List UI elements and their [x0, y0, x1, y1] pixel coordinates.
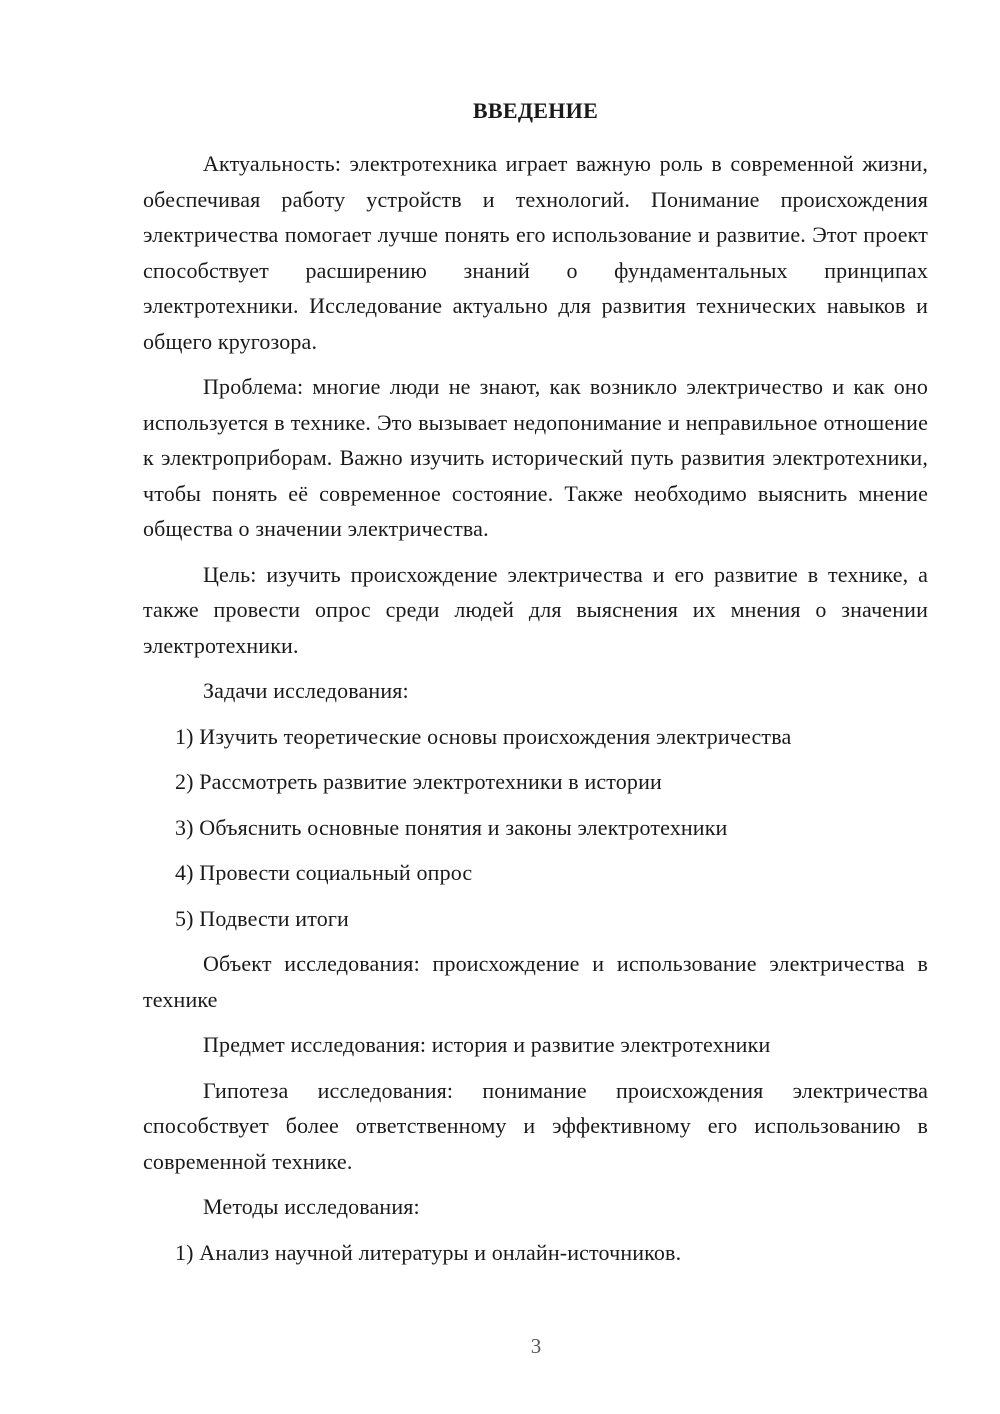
list-item: 4) Провести социальный опрос — [175, 860, 473, 885]
relevance-paragraph: Актуальность: электротехника играет важную роль в современной жизни, обеспечивая работу устройств и технологий. Понимание происхождения электричества помогает лучше понять его использование и развитие. Этот проект способствует расширению знаний о фундаментальных принципах электротехники. Исследование актуально для развития технических навыков и общего кругозора. — [143, 151, 928, 354]
tasks-list — [143, 719, 928, 937]
object-paragraph: Объект исследования: происхождение и использование электричества в технике — [143, 951, 928, 1012]
list-item: 5) Подвести итоги — [175, 905, 349, 931]
list-item: 1) Изучить теоретические основы происхождения электричества — [175, 723, 792, 749]
list-item: 1) Анализ научной литературы и онлайн-источников. — [175, 1239, 682, 1265]
section-title: ВВЕДЕНИЕ — [472, 98, 599, 123]
list-item: 3) Объяснить основные понятия и законы электротехники — [175, 814, 728, 840]
subject-paragraph: Предмет исследования: история и развитие электротехники — [203, 1032, 771, 1057]
hypothesis-paragraph: Гипотеза исследования: понимание происхождения электричества способствует более ответственному и эффективному его использованию в современной технике. — [143, 1077, 928, 1174]
document-page — [143, 96, 928, 1280]
tasks-heading: Задачи исследования: — [203, 678, 409, 703]
problem-paragraph: Проблема: многие люди не знают, как возникло электричество и как оно используется в технике. Это вызывает недопонимание и неправильное отношение к электроприборам. Важно изучить исторический путь развития электротехники, чтобы понять её современное состояние. Также необходимо выяснить мнение общества о значении электричества. — [143, 374, 928, 541]
list-item: 2) Рассмотреть развитие электротехники в истории — [175, 769, 662, 794]
goal-paragraph: Цель: изучить происхождение электричества и его развитие в технике, а также провести опрос среди людей для выяснения их мнения о значении электротехники. — [143, 561, 928, 658]
methods-list — [143, 1235, 928, 1271]
page-number: 3 — [530, 1334, 542, 1358]
methods-heading: Методы исследования: — [203, 1194, 420, 1219]
